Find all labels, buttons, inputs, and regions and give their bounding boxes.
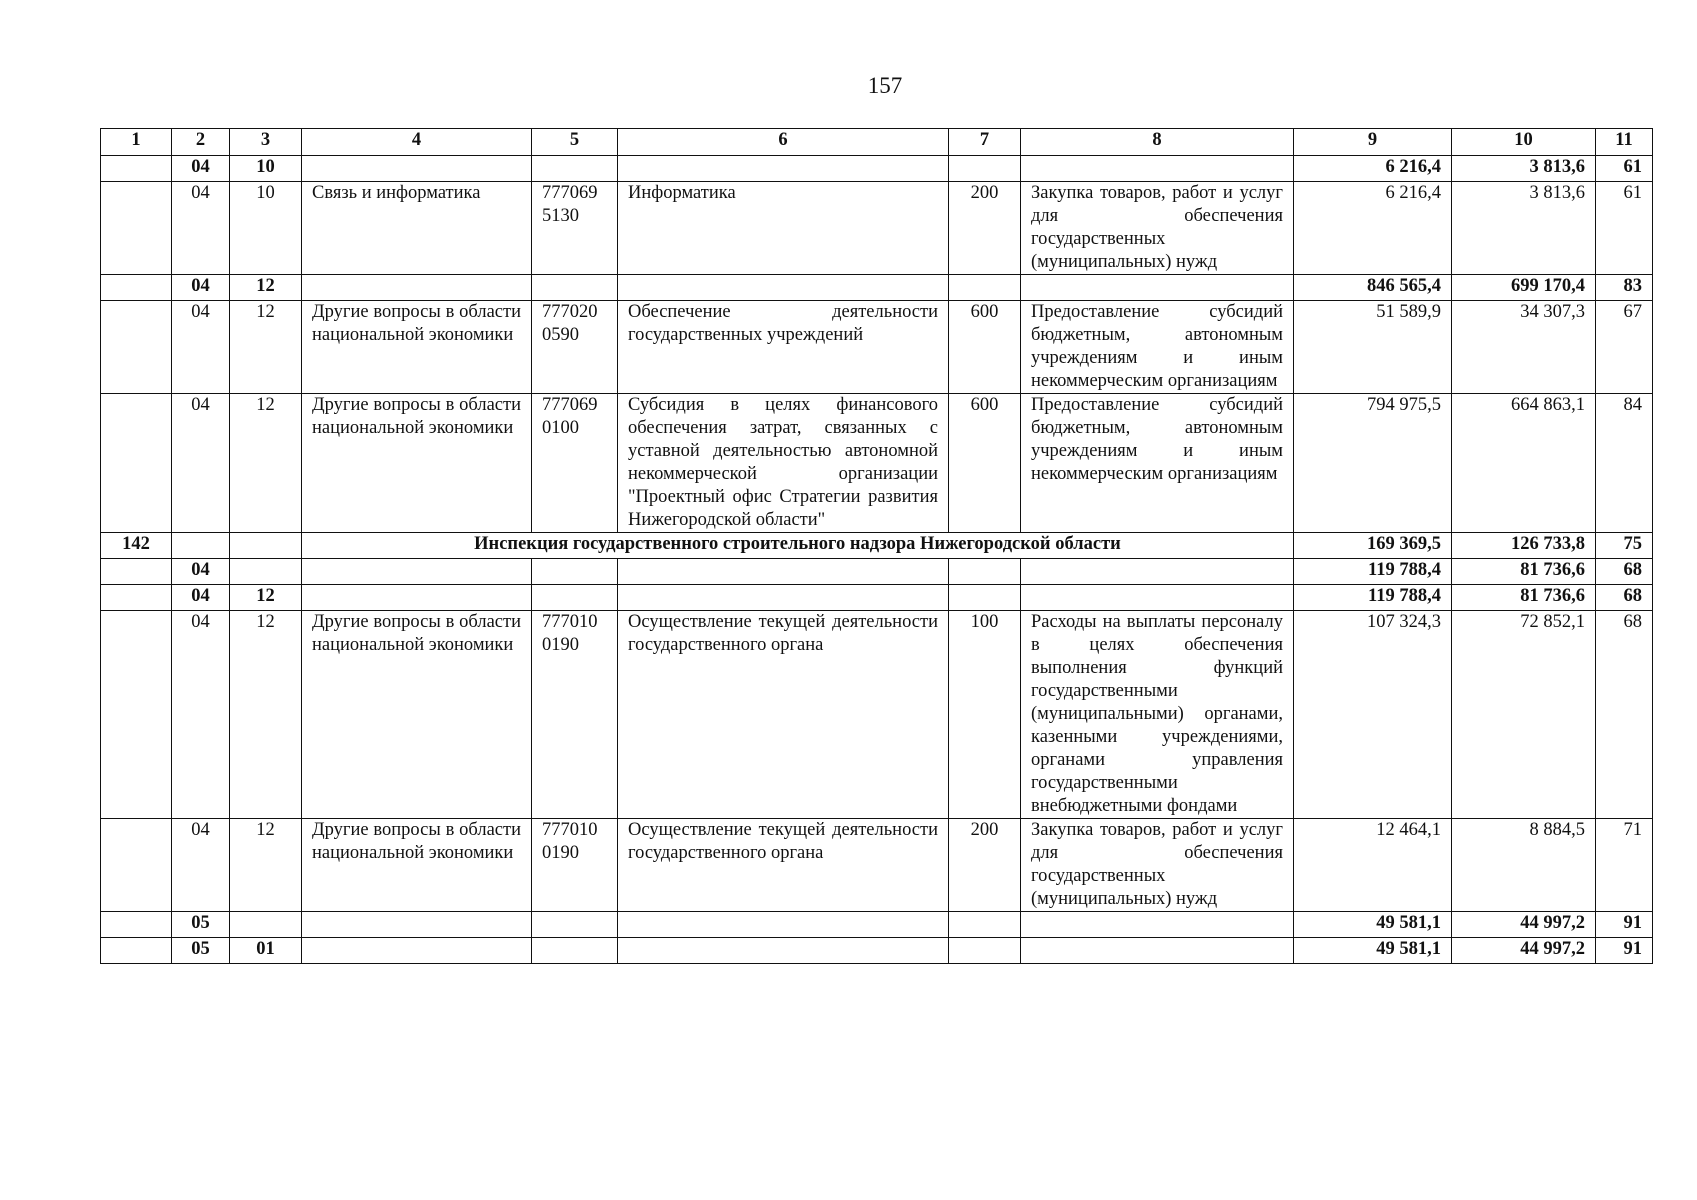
section-code: 04: [172, 559, 230, 585]
cell-col4: [302, 585, 532, 611]
section-code: 05: [172, 912, 230, 938]
execution-percent: 68: [1596, 585, 1653, 611]
amount-planned: 794 975,5: [1294, 394, 1452, 533]
subtotal-row: [101, 275, 1653, 301]
expense-type-name: Расходы на выплаты персоналу в целях обеспечения выполнения функций государственными (муниципальными) органами, казенными учреждениями, органами управления государственными внебюджетными фондами: [1021, 611, 1294, 819]
detail-row: [101, 819, 1653, 912]
header-cell: 11: [1596, 129, 1653, 156]
section-code: 04: [172, 394, 230, 533]
header-cell: 3: [230, 129, 302, 156]
budget-table: [100, 128, 1653, 964]
subtotal-row: [101, 938, 1653, 964]
cell-col7: [949, 912, 1021, 938]
execution-percent: 67: [1596, 301, 1653, 394]
cell-col8: [1021, 585, 1294, 611]
amount-planned: 119 788,4: [1294, 585, 1452, 611]
header-row: [101, 129, 1653, 156]
subsection-code: 10: [230, 182, 302, 275]
cell-col8: [1021, 156, 1294, 182]
subsection-code: 12: [230, 585, 302, 611]
cell-col5: [532, 156, 618, 182]
amount-planned: 49 581,1: [1294, 938, 1452, 964]
cell-col5: [532, 912, 618, 938]
cell-col1: [101, 611, 172, 819]
amount-planned: 119 788,4: [1294, 559, 1452, 585]
expense-type-name: Закупка товаров, работ и услуг для обеспечения государственных (муниципальных) нужд: [1021, 819, 1294, 912]
expense-type-code: 600: [949, 301, 1021, 394]
cell-col2: [172, 533, 230, 559]
amount-executed: 72 852,1: [1452, 611, 1596, 819]
subsection-code: 12: [230, 394, 302, 533]
amount-planned: 49 581,1: [1294, 912, 1452, 938]
target-article-code: 777069 5130: [532, 182, 618, 275]
subsection-code: [230, 559, 302, 585]
header-cell: 8: [1021, 129, 1294, 156]
detail-row: [101, 394, 1653, 533]
cell-col6: [618, 559, 949, 585]
header-cell: 4: [302, 129, 532, 156]
cell-col1: [101, 301, 172, 394]
subsection-code: 01: [230, 938, 302, 964]
target-article-code: 777010 0190: [532, 611, 618, 819]
expense-type-code: 600: [949, 394, 1021, 533]
expense-type-code: 200: [949, 182, 1021, 275]
execution-percent: 61: [1596, 156, 1653, 182]
amount-executed: 699 170,4: [1452, 275, 1596, 301]
target-article-code: 777010 0190: [532, 819, 618, 912]
cell-col1: [101, 559, 172, 585]
header-cell: 7: [949, 129, 1021, 156]
amount-planned: 6 216,4: [1294, 156, 1452, 182]
amount-planned: 169 369,5: [1294, 533, 1452, 559]
cell-col1: [101, 912, 172, 938]
cell-col5: [532, 585, 618, 611]
section-code: 04: [172, 301, 230, 394]
detail-row: [101, 301, 1653, 394]
section-code: 04: [172, 275, 230, 301]
cell-col1: [101, 275, 172, 301]
cell-col1: [101, 585, 172, 611]
expense-type-name: Предоставление субсидий бюджетным, автономным учреждениям и иным некоммерческим организациям: [1021, 394, 1294, 533]
execution-percent: 71: [1596, 819, 1653, 912]
cell-col7: [949, 559, 1021, 585]
cell-col6: [618, 275, 949, 301]
subsection-name: Другие вопросы в области национальной экономики: [302, 394, 532, 533]
execution-percent: 91: [1596, 938, 1653, 964]
section-code: 04: [172, 585, 230, 611]
amount-executed: 3 813,6: [1452, 182, 1596, 275]
cell-col8: [1021, 912, 1294, 938]
amount-executed: 44 997,2: [1452, 938, 1596, 964]
expense-type-name: Предоставление субсидий бюджетным, автономным учреждениям и иным некоммерческим организациям: [1021, 301, 1294, 394]
header-cell: 6: [618, 129, 949, 156]
cell-col8: [1021, 275, 1294, 301]
cell-col4: [302, 938, 532, 964]
cell-col1: [101, 938, 172, 964]
amount-planned: 6 216,4: [1294, 182, 1452, 275]
cell-col8: [1021, 559, 1294, 585]
cell-col6: [618, 938, 949, 964]
execution-percent: 61: [1596, 182, 1653, 275]
header-cell: 5: [532, 129, 618, 156]
target-article-name: Обеспечение деятельности государственных учреждений: [618, 301, 949, 394]
cell-col5: [532, 559, 618, 585]
execution-percent: 91: [1596, 912, 1653, 938]
expense-type-code: 200: [949, 819, 1021, 912]
cell-col1: [101, 819, 172, 912]
execution-percent: 84: [1596, 394, 1653, 533]
cell-col7: [949, 275, 1021, 301]
section-code: 05: [172, 938, 230, 964]
amount-executed: 81 736,6: [1452, 585, 1596, 611]
execution-percent: 68: [1596, 559, 1653, 585]
amount-executed: 664 863,1: [1452, 394, 1596, 533]
organization-name: Инспекция государственного строительного надзора Нижегородской области: [302, 533, 1294, 559]
cell-col5: [532, 938, 618, 964]
cell-col3: [230, 533, 302, 559]
detail-row: [101, 182, 1653, 275]
expense-type-name: Закупка товаров, работ и услуг для обеспечения государственных (муниципальных) нужд: [1021, 182, 1294, 275]
target-article-name: Осуществление текущей деятельности государственного органа: [618, 611, 949, 819]
header-cell: 1: [101, 129, 172, 156]
cell-col8: [1021, 938, 1294, 964]
amount-executed: 44 997,2: [1452, 912, 1596, 938]
subtotal-row: [101, 585, 1653, 611]
cell-col6: [618, 912, 949, 938]
target-article-name: Информатика: [618, 182, 949, 275]
amount-executed: 126 733,8: [1452, 533, 1596, 559]
subtotal-row: [101, 559, 1653, 585]
section-code: 04: [172, 819, 230, 912]
subtotal-row: [101, 912, 1653, 938]
amount-executed: 34 307,3: [1452, 301, 1596, 394]
execution-percent: 68: [1596, 611, 1653, 819]
subsection-code: 10: [230, 156, 302, 182]
target-article-name: Субсидия в целях финансового обеспечения затрат, связанных с уставной деятельностью автономной некоммерческой организации "Проектный офис Стратегии развития Нижегородской области": [618, 394, 949, 533]
subsection-code: 12: [230, 301, 302, 394]
amount-planned: 846 565,4: [1294, 275, 1452, 301]
section-code: 04: [172, 611, 230, 819]
amount-planned: 12 464,1: [1294, 819, 1452, 912]
expense-type-code: 100: [949, 611, 1021, 819]
amount-executed: 8 884,5: [1452, 819, 1596, 912]
amount-executed: 81 736,6: [1452, 559, 1596, 585]
target-article-code: 777069 0100: [532, 394, 618, 533]
subsection-code: 12: [230, 275, 302, 301]
detail-row: [101, 611, 1653, 819]
subsection-code: [230, 912, 302, 938]
section-code: 04: [172, 156, 230, 182]
cell-col1: [101, 182, 172, 275]
cell-col7: [949, 938, 1021, 964]
amount-planned: 107 324,3: [1294, 611, 1452, 819]
header-cell: 9: [1294, 129, 1452, 156]
amount-planned: 51 589,9: [1294, 301, 1452, 394]
cell-col7: [949, 156, 1021, 182]
cell-col4: [302, 156, 532, 182]
execution-percent: 83: [1596, 275, 1653, 301]
cell-col1: [101, 156, 172, 182]
cell-col7: [949, 585, 1021, 611]
header-cell: 10: [1452, 129, 1596, 156]
cell-col4: [302, 275, 532, 301]
cell-col5: [532, 275, 618, 301]
amount-executed: 3 813,6: [1452, 156, 1596, 182]
organization-code: 142: [101, 533, 172, 559]
section-code: 04: [172, 182, 230, 275]
subsection-code: 12: [230, 611, 302, 819]
header-cell: 2: [172, 129, 230, 156]
cell-col6: [618, 585, 949, 611]
page-number: 157: [867, 73, 903, 98]
target-article-name: Осуществление текущей деятельности государственного органа: [618, 819, 949, 912]
subsection-name: Связь и информатика: [302, 182, 532, 275]
execution-percent: 75: [1596, 533, 1653, 559]
cell-col1: [101, 394, 172, 533]
subsection-name: Другие вопросы в области национальной экономики: [302, 611, 532, 819]
cell-col6: [618, 156, 949, 182]
subtotal-row: [101, 156, 1653, 182]
subsection-name: Другие вопросы в области национальной экономики: [302, 819, 532, 912]
organization-row: [101, 533, 1653, 559]
subsection-code: 12: [230, 819, 302, 912]
cell-col4: [302, 559, 532, 585]
cell-col4: [302, 912, 532, 938]
subsection-name: Другие вопросы в области национальной экономики: [302, 301, 532, 394]
target-article-code: 777020 0590: [532, 301, 618, 394]
